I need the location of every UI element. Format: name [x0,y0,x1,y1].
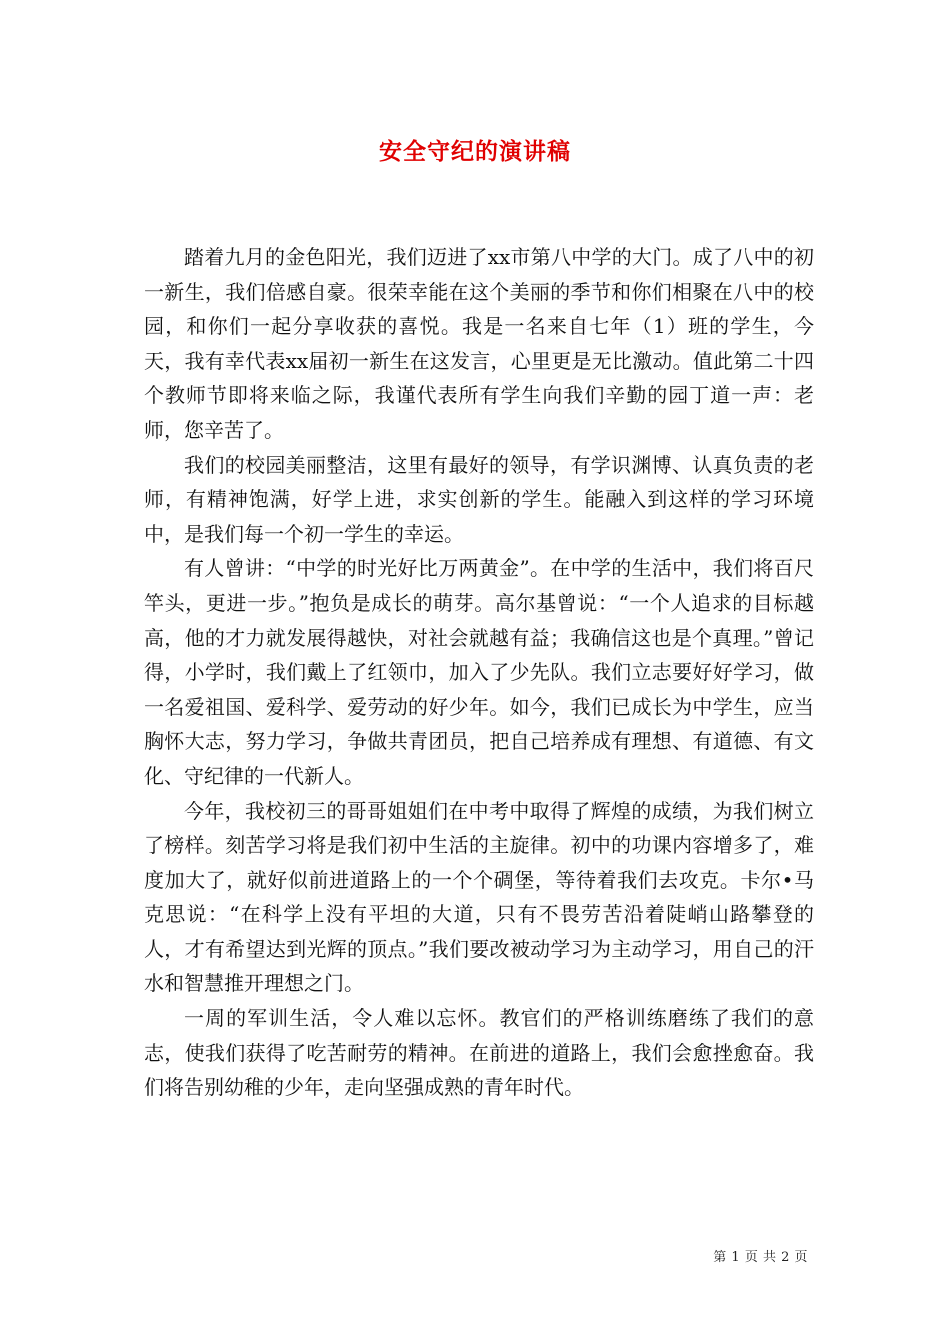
paragraph-3: 有人曾讲：“中学的时光好比万两黄金”。在中学的生活中，我们将百尺竿头，更进一步。”抱负是成长的萌芽。高尔基曾说：“一个人追求的目标越高，他的才力就发展得越快，对社会就越有益；我确信这也是个真理。”曾记得，小学时，我们戴上了红领巾，加入了少先队。我们立志要好好学习，做一名爱祖国、爱科学、爱劳动的好少年。如今，我们已成长为中学生，应当胸怀大志，努力学习，争做共青团员，把自己培养成有理想、有道德、有文化、守纪律的一代新人。 [144,556,814,788]
page-number-footer: 第 1 页 共 2 页 [713,1250,808,1265]
paragraph-4: 今年，我校初三的哥哥姐姐们在中考中取得了辉煌的成绩，为我们树立了榜样。刻苦学习将是我们初中生活的主旋律。初中的功课内容增多了，难度加大了，就好似前进道路上的一个个碉堡，等待着我们去攻克。卡尔•马克思说：“在科学上没有平坦的大道，只有不畏劳苦沿着陡峭山路攀登的人，才有希望达到光辉的顶点。”我们要改被动学习为主动学习，用自己的汗水和智慧推开理想之门。 [144,798,814,996]
document-body [144,240,814,1105]
paragraph-2: 我们的校园美丽整洁，这里有最好的领导，有学识渊博、认真负责的老师，有精神饱满，好学上进，求实创新的学生。能融入到这样的学习环境中，是我们每一个初一学生的幸运。 [144,452,814,546]
document-title: 安全守纪的演讲稿 [379,138,571,165]
paragraph-5: 一周的军训生活，令人难以忘怀。教官们的严格训练磨练了我们的意志，使我们获得了吃苦耐劳的精神。在前进的道路上，我们会愈挫愈奋。我们将告别幼稚的少年，走向坚强成熟的青年时代。 [144,1006,814,1100]
paragraph-1: 踏着九月的金色阳光，我们迈进了xx市第八中学的大门。成了八中的初一新生，我们倍感自豪。很荣幸能在这个美丽的季节和你们相聚在八中的校园，和你们一起分享收获的喜悦。我是一名来自七年（1）班的学生，今天，我有幸代表xx届初一新生在这发言，心里更是无比激动。值此第二十四个教师节即将来临之际，我谨代表所有学生向我们辛勤的园丁道一声：老师，您辛苦了。 [144,245,814,442]
